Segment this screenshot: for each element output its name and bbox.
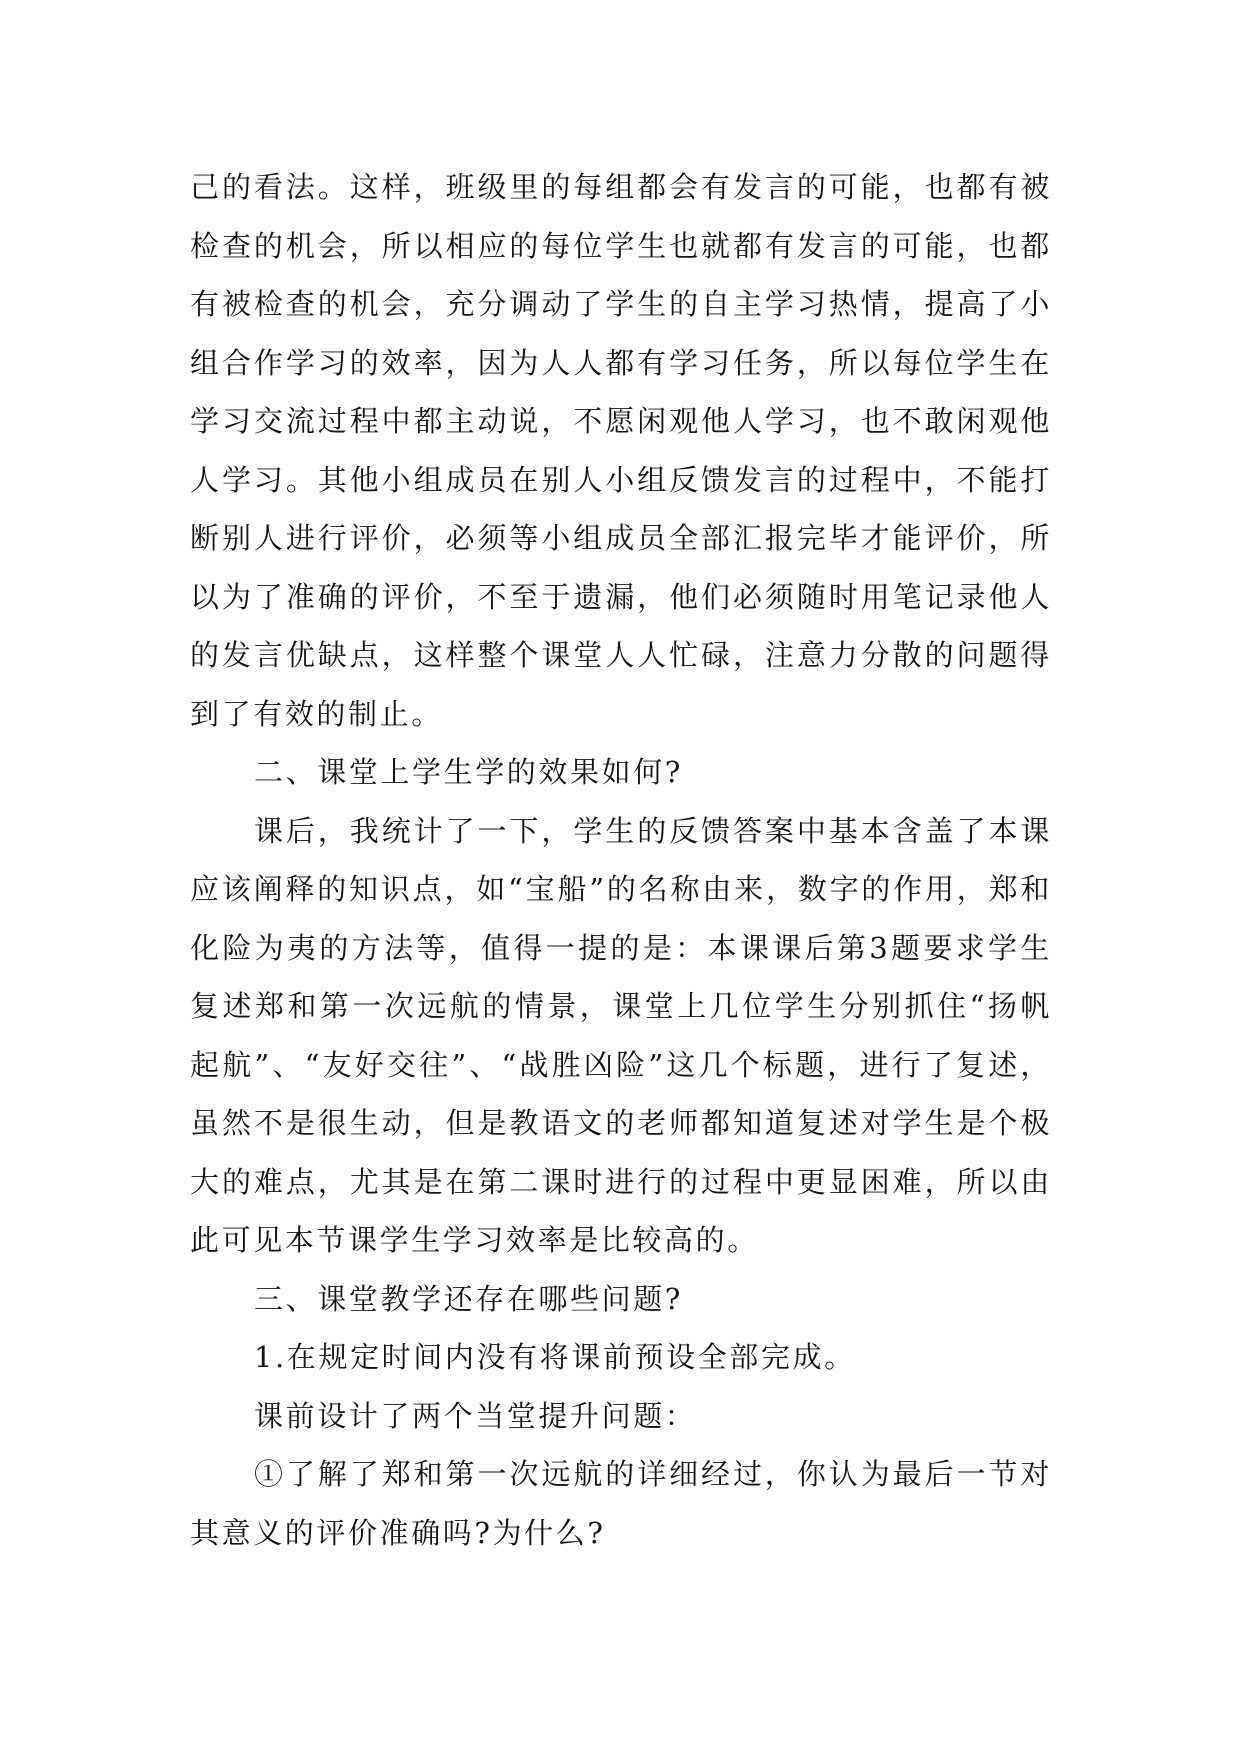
paragraph-learning-effect: 课后，我统计了一下，学生的反馈答案中基本含盖了本课应该阐释的知识点，如“宝船”的名称由来，数字的作用，郑和化险为夷的方法等，值得一提的是：本课课后第3题要求学生复述郑和第一次远航的情景，课堂上几位学生分别抓住“扬帆起航”、“友好交往”、“战胜凶险”这几个标题，进行了复述，虽然不是很生动，但是教语文的老师都知道复述对学生是个极大的难点，尤其是在第二课时进行的过程中更显困难，所以由此可见本节课学生学习效率是比较高的。 (190, 813, 1052, 1257)
section-heading-3: 三、课堂教学还存在哪些问题? (254, 1281, 683, 1316)
paragraph-question-1: ①了解了郑和第一次远航的详细经过，你认为最后一节对其意义的评价准确吗?为什么? (190, 1457, 1052, 1550)
paragraph-continuation: 己的看法。这样，班级里的每组都会有发言的可能，也都有被检查的机会，所以相应的每位学生也就都有发言的可能，也都有被检查的机会，充分调动了学生的自主学习热情，提高了小组合作学习的效率，因为人人都有学习任务，所以每位学生在学习交流过程中都主动说，不愿闲观他人学习，也不敢闲观他人学习。其他小组成员在别人小组反馈发言的过程中，不能打断别人进行评价，必须等小组成员全部汇报完毕才能评价，所以为了准确的评价，不至于遗漏，他们必须随时用笔记录他人的发言优缺点，这样整个课堂人人忙碌，注意力分散的问题得到了有效的制止。 (190, 170, 1052, 731)
paragraph-item-1: 1.在规定时间内没有将课前预设全部完成。 (254, 1340, 856, 1374)
section-heading-2: 二、课堂上学生学的效果如何? (254, 755, 683, 789)
document-body (190, 158, 1052, 1562)
paragraph-pre-class-design: 课前设计了两个当堂提升问题： (254, 1398, 697, 1433)
